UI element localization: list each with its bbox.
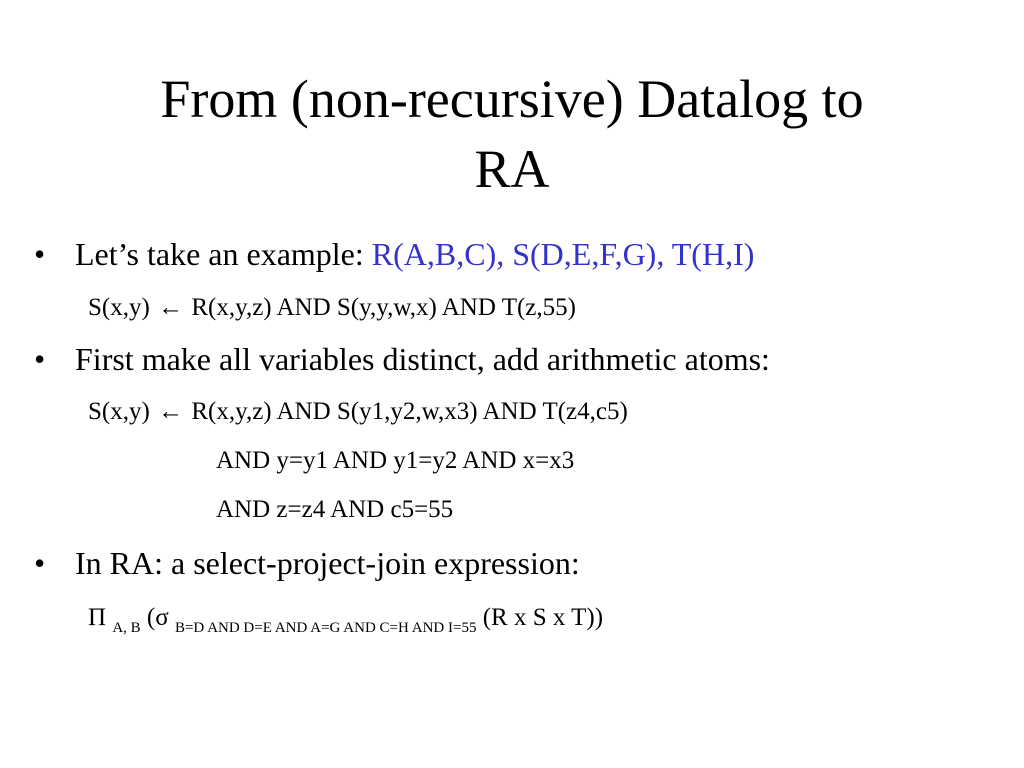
bullet-2: First make all variables distinct, add arithmetic atoms: bbox=[75, 341, 770, 377]
selection-condition: B=D AND D=E AND A=G AND C=H AND I=55 bbox=[174, 620, 477, 636]
rule-2-body: R(x,y,z) AND S(y1,y2,w,x3) AND T(z4,c5) bbox=[191, 398, 628, 425]
rule-2-continuation-1: AND y=y1 AND y1=y2 AND x=x3 bbox=[216, 447, 575, 474]
ra-expression bbox=[88, 604, 604, 636]
title-line-2: RA bbox=[474, 139, 550, 199]
bullet-marker-3: • bbox=[34, 545, 46, 581]
schema-text: R(A,B,C), S(D,E,F,G), T(H,I) bbox=[371, 236, 755, 272]
projection-attributes: A, B bbox=[112, 620, 141, 636]
rule-2-head: S(x,y) bbox=[88, 398, 150, 425]
rule-2-continuation-2: AND z=z4 AND c5=55 bbox=[216, 496, 454, 523]
title-line-1: From (non-recursive) Datalog to bbox=[160, 69, 864, 129]
rule-1-body: R(x,y,z) AND S(y,y,w,x) AND T(z,55) bbox=[191, 294, 576, 321]
cross-product: (R x S x T)) bbox=[476, 604, 604, 631]
projection-symbol: Π bbox=[88, 604, 107, 631]
left-arrow-icon: ← bbox=[158, 294, 184, 321]
slide-title bbox=[0, 64, 1024, 204]
datalog-rule-2 bbox=[88, 398, 628, 426]
bullet-marker-1: • bbox=[34, 236, 46, 272]
bullet-1-text: Let’s take an example: bbox=[75, 236, 372, 272]
rule-1-head: S(x,y) bbox=[88, 294, 150, 321]
left-arrow-icon: ← bbox=[158, 398, 184, 425]
bullet-marker-2: • bbox=[34, 341, 46, 377]
bullet-3: In RA: a select-project-join expression: bbox=[75, 545, 580, 581]
selection-open: (σ bbox=[140, 604, 175, 631]
bullet-1 bbox=[75, 236, 754, 273]
datalog-rule-1 bbox=[88, 294, 576, 322]
